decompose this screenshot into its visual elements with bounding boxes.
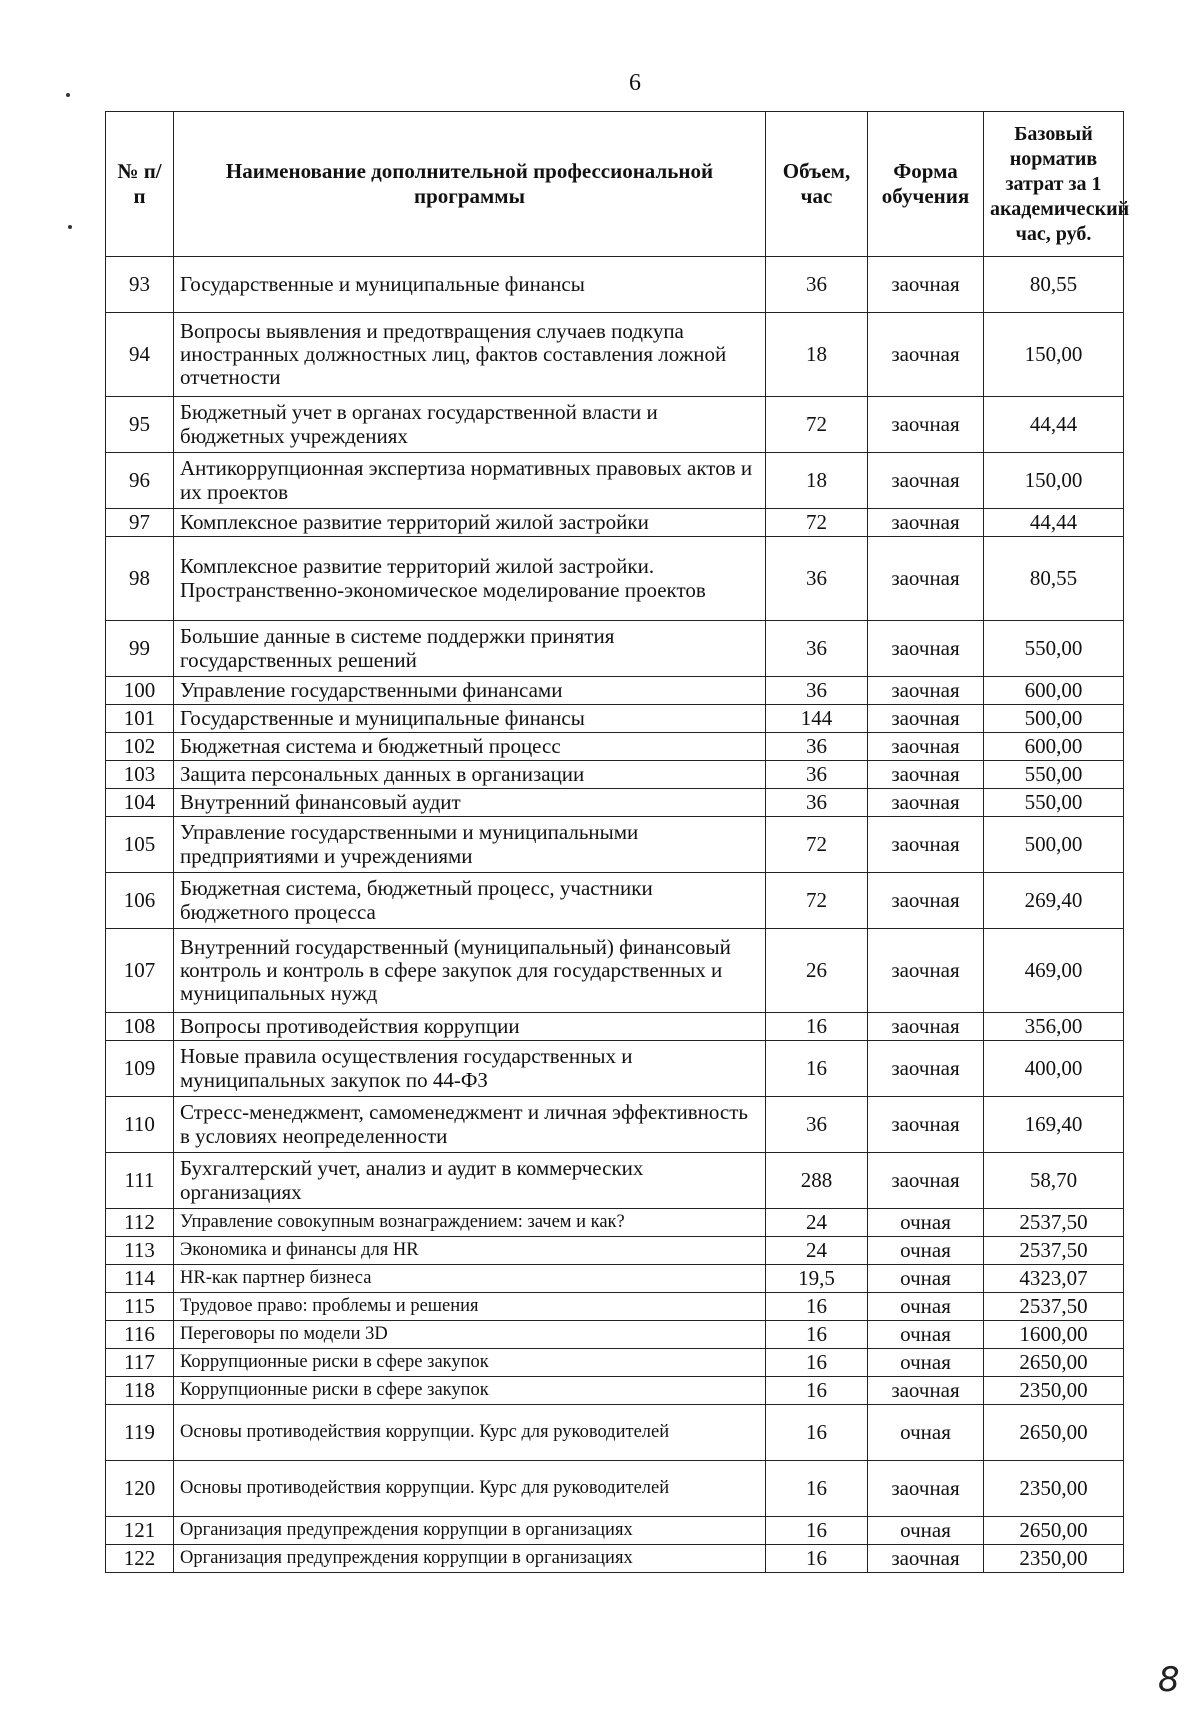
cell-norm: 2350,00 bbox=[984, 1545, 1124, 1573]
cell-form: заочная bbox=[868, 817, 984, 873]
cell-hours: 288 bbox=[766, 1153, 868, 1209]
cell-hours: 16 bbox=[766, 1349, 868, 1377]
header-form: Форма обучения bbox=[868, 112, 984, 257]
table-row bbox=[106, 1153, 1124, 1209]
scan-speck bbox=[68, 225, 72, 229]
table-row bbox=[106, 761, 1124, 789]
cell-norm: 2537,50 bbox=[984, 1293, 1124, 1321]
cell-num: 114 bbox=[106, 1265, 174, 1293]
cell-name: Бюджетная система, бюджетный процесс, участники бюджетного процесса bbox=[174, 873, 766, 929]
cell-num: 109 bbox=[106, 1041, 174, 1097]
table-row bbox=[106, 509, 1124, 537]
cell-num: 96 bbox=[106, 453, 174, 509]
table-row bbox=[106, 1405, 1124, 1461]
cell-name: Организация предупреждения коррупции в организациях bbox=[174, 1517, 766, 1545]
cell-name: Государственные и муниципальные финансы bbox=[174, 705, 766, 733]
header-hours: Объем, час bbox=[766, 112, 868, 257]
cell-num: 115 bbox=[106, 1293, 174, 1321]
cell-name: Вопросы выявления и предотвращения случаев подкупа иностранных должностных лиц, фактов составления ложной отчетности bbox=[174, 313, 766, 397]
cell-num: 108 bbox=[106, 1013, 174, 1041]
cell-form: заочная bbox=[868, 873, 984, 929]
cell-hours: 24 bbox=[766, 1209, 868, 1237]
cell-num: 120 bbox=[106, 1461, 174, 1517]
cell-name: Государственные и муниципальные финансы bbox=[174, 257, 766, 313]
cell-name: Коррупционные риски в сфере закупок bbox=[174, 1377, 766, 1405]
cell-norm: 356,00 bbox=[984, 1013, 1124, 1041]
cell-form: заочная bbox=[868, 789, 984, 817]
cell-name: Комплексное развитие территорий жилой застройки bbox=[174, 509, 766, 537]
page-number: 6 bbox=[629, 70, 641, 96]
cell-num: 112 bbox=[106, 1209, 174, 1237]
cell-name: Коррупционные риски в сфере закупок bbox=[174, 1349, 766, 1377]
cell-num: 113 bbox=[106, 1237, 174, 1265]
table-row bbox=[106, 1321, 1124, 1349]
table-header-row bbox=[106, 112, 1124, 257]
table-row bbox=[106, 817, 1124, 873]
cell-name: Стресс-менеджмент, самоменеджмент и личная эффективность в условиях неопределенности bbox=[174, 1097, 766, 1153]
table-row bbox=[106, 621, 1124, 677]
cell-num: 93 bbox=[106, 257, 174, 313]
cell-form: заочная bbox=[868, 257, 984, 313]
cell-form: заочная bbox=[868, 397, 984, 453]
cell-norm: 150,00 bbox=[984, 313, 1124, 397]
cell-name: Переговоры по модели 3D bbox=[174, 1321, 766, 1349]
cell-norm: 169,40 bbox=[984, 1097, 1124, 1153]
table-row bbox=[106, 1237, 1124, 1265]
cell-name: Основы противодействия коррупции. Курс для руководителей bbox=[174, 1405, 766, 1461]
table-row bbox=[106, 789, 1124, 817]
cell-norm: 2537,50 bbox=[984, 1237, 1124, 1265]
cell-form: заочная bbox=[868, 929, 984, 1013]
cell-hours: 24 bbox=[766, 1237, 868, 1265]
header-num: № п/п bbox=[106, 112, 174, 257]
table-row bbox=[106, 705, 1124, 733]
table-row bbox=[106, 1461, 1124, 1517]
cell-norm: 58,70 bbox=[984, 1153, 1124, 1209]
cell-hours: 26 bbox=[766, 929, 868, 1013]
cell-form: очная bbox=[868, 1349, 984, 1377]
cell-form: заочная bbox=[868, 1461, 984, 1517]
table-row bbox=[106, 1377, 1124, 1405]
cell-form: очная bbox=[868, 1405, 984, 1461]
table-row bbox=[106, 453, 1124, 509]
programs-table bbox=[105, 111, 1130, 1573]
cell-num: 97 bbox=[106, 509, 174, 537]
cell-hours: 16 bbox=[766, 1377, 868, 1405]
cell-norm: 2350,00 bbox=[984, 1461, 1124, 1517]
cell-form: очная bbox=[868, 1265, 984, 1293]
cell-form: заочная bbox=[868, 1545, 984, 1573]
cell-form: заочная bbox=[868, 1013, 984, 1041]
cell-hours: 19,5 bbox=[766, 1265, 868, 1293]
table-row bbox=[106, 677, 1124, 705]
header-norm: Базовый норматив затрат за 1 академический час, руб. bbox=[984, 112, 1124, 257]
cell-norm: 550,00 bbox=[984, 761, 1124, 789]
table-row bbox=[106, 929, 1124, 1013]
cell-num: 117 bbox=[106, 1349, 174, 1377]
table-row bbox=[106, 873, 1124, 929]
table-row bbox=[106, 1265, 1124, 1293]
cell-name: Антикоррупционная экспертиза нормативных правовых актов и их проектов bbox=[174, 453, 766, 509]
cell-num: 122 bbox=[106, 1545, 174, 1573]
cell-form: заочная bbox=[868, 1377, 984, 1405]
cell-num: 98 bbox=[106, 537, 174, 621]
cell-hours: 36 bbox=[766, 761, 868, 789]
cell-hours: 36 bbox=[766, 789, 868, 817]
cell-name: Управление совокупным вознаграждением: зачем и как? bbox=[174, 1209, 766, 1237]
table-row bbox=[106, 537, 1124, 621]
cell-norm: 550,00 bbox=[984, 789, 1124, 817]
cell-name: Бюджетная система и бюджетный процесс bbox=[174, 733, 766, 761]
cell-norm: 2537,50 bbox=[984, 1209, 1124, 1237]
cell-form: заочная bbox=[868, 509, 984, 537]
cell-name: Защита персональных данных в организации bbox=[174, 761, 766, 789]
table-row bbox=[106, 1013, 1124, 1041]
cell-form: очная bbox=[868, 1321, 984, 1349]
cell-norm: 400,00 bbox=[984, 1041, 1124, 1097]
cell-num: 105 bbox=[106, 817, 174, 873]
cell-form: заочная bbox=[868, 537, 984, 621]
cell-name: Комплексное развитие территорий жилой застройки. Пространственно-экономическое моделирование проектов bbox=[174, 537, 766, 621]
cell-name: Организация предупреждения коррупции в организациях bbox=[174, 1545, 766, 1573]
cell-hours: 16 bbox=[766, 1013, 868, 1041]
cell-norm: 2650,00 bbox=[984, 1405, 1124, 1461]
cell-name: Управление государственными и муниципальными предприятиями и учреждениями bbox=[174, 817, 766, 873]
cell-hours: 72 bbox=[766, 817, 868, 873]
cell-form: заочная bbox=[868, 733, 984, 761]
cell-form: заочная bbox=[868, 1041, 984, 1097]
cell-num: 103 bbox=[106, 761, 174, 789]
cell-num: 102 bbox=[106, 733, 174, 761]
cell-form: заочная bbox=[868, 1097, 984, 1153]
cell-form: очная bbox=[868, 1293, 984, 1321]
cell-hours: 72 bbox=[766, 397, 868, 453]
cell-norm: 469,00 bbox=[984, 929, 1124, 1013]
cell-num: 95 bbox=[106, 397, 174, 453]
cell-num: 121 bbox=[106, 1517, 174, 1545]
cell-num: 111 bbox=[106, 1153, 174, 1209]
cell-num: 116 bbox=[106, 1321, 174, 1349]
cell-hours: 16 bbox=[766, 1545, 868, 1573]
header-name: Наименование дополнительной профессиональной программы bbox=[174, 112, 766, 257]
cell-name: Управление государственными финансами bbox=[174, 677, 766, 705]
table-row bbox=[106, 1097, 1124, 1153]
cell-num: 106 bbox=[106, 873, 174, 929]
cell-norm: 150,00 bbox=[984, 453, 1124, 509]
cell-norm: 80,55 bbox=[984, 537, 1124, 621]
cell-num: 94 bbox=[106, 313, 174, 397]
cell-form: заочная bbox=[868, 1153, 984, 1209]
table-row bbox=[106, 1349, 1124, 1377]
cell-norm: 44,44 bbox=[984, 509, 1124, 537]
table-row bbox=[106, 1545, 1124, 1573]
cell-hours: 18 bbox=[766, 313, 868, 397]
cell-norm: 2650,00 bbox=[984, 1349, 1124, 1377]
cell-hours: 16 bbox=[766, 1293, 868, 1321]
cell-name: Трудовое право: проблемы и решения bbox=[174, 1293, 766, 1321]
cell-norm: 600,00 bbox=[984, 733, 1124, 761]
table-row bbox=[106, 397, 1124, 453]
handwritten-sheet-number: 8 bbox=[1158, 1660, 1180, 1700]
cell-hours: 16 bbox=[766, 1041, 868, 1097]
cell-norm: 500,00 bbox=[984, 817, 1124, 873]
cell-name: Новые правила осуществления государственных и муниципальных закупок по 44-ФЗ bbox=[174, 1041, 766, 1097]
cell-norm: 2350,00 bbox=[984, 1377, 1124, 1405]
cell-name: Основы противодействия коррупции. Курс для руководителей bbox=[174, 1461, 766, 1517]
cell-form: заочная bbox=[868, 677, 984, 705]
cell-hours: 36 bbox=[766, 537, 868, 621]
cell-num: 100 bbox=[106, 677, 174, 705]
table-row bbox=[106, 257, 1124, 313]
cell-form: очная bbox=[868, 1209, 984, 1237]
table-row bbox=[106, 1209, 1124, 1237]
cell-num: 119 bbox=[106, 1405, 174, 1461]
cell-hours: 36 bbox=[766, 1097, 868, 1153]
table-body bbox=[106, 257, 1124, 1573]
cell-hours: 36 bbox=[766, 257, 868, 313]
cell-num: 104 bbox=[106, 789, 174, 817]
cell-hours: 16 bbox=[766, 1517, 868, 1545]
cell-name: Внутренний финансовый аудит bbox=[174, 789, 766, 817]
table-row bbox=[106, 733, 1124, 761]
cell-name: Большие данные в системе поддержки принятия государственных решений bbox=[174, 621, 766, 677]
cell-hours: 36 bbox=[766, 733, 868, 761]
cell-norm: 80,55 bbox=[984, 257, 1124, 313]
cell-num: 101 bbox=[106, 705, 174, 733]
table-row bbox=[106, 1041, 1124, 1097]
cell-norm: 4323,07 bbox=[984, 1265, 1124, 1293]
cell-form: очная bbox=[868, 1517, 984, 1545]
cell-norm: 500,00 bbox=[984, 705, 1124, 733]
cell-hours: 36 bbox=[766, 621, 868, 677]
cell-form: заочная bbox=[868, 453, 984, 509]
cell-hours: 18 bbox=[766, 453, 868, 509]
cell-norm: 1600,00 bbox=[984, 1321, 1124, 1349]
cell-form: заочная bbox=[868, 621, 984, 677]
cell-name: Вопросы противодействия коррупции bbox=[174, 1013, 766, 1041]
cell-name: HR-как партнер бизнеса bbox=[174, 1265, 766, 1293]
table-row bbox=[106, 1517, 1124, 1545]
table-row bbox=[106, 1293, 1124, 1321]
cell-name: Экономика и финансы для HR bbox=[174, 1237, 766, 1265]
cell-hours: 36 bbox=[766, 677, 868, 705]
cell-hours: 16 bbox=[766, 1461, 868, 1517]
cell-hours: 72 bbox=[766, 509, 868, 537]
cell-norm: 600,00 bbox=[984, 677, 1124, 705]
cell-num: 99 bbox=[106, 621, 174, 677]
cell-norm: 2650,00 bbox=[984, 1517, 1124, 1545]
cell-form: заочная bbox=[868, 313, 984, 397]
cell-form: очная bbox=[868, 1237, 984, 1265]
cell-name: Бюджетный учет в органах государственной власти и бюджетных учреждениях bbox=[174, 397, 766, 453]
cell-norm: 269,40 bbox=[984, 873, 1124, 929]
cell-name: Внутренний государственный (муниципальный) финансовый контроль и контроль в сфере закупок для государственных и муниципальных нужд bbox=[174, 929, 766, 1013]
cell-form: заочная bbox=[868, 705, 984, 733]
cell-hours: 144 bbox=[766, 705, 868, 733]
cell-name: Бухгалтерский учет, анализ и аудит в коммерческих организациях bbox=[174, 1153, 766, 1209]
cell-num: 107 bbox=[106, 929, 174, 1013]
cell-norm: 550,00 bbox=[984, 621, 1124, 677]
table-row bbox=[106, 313, 1124, 397]
cell-hours: 16 bbox=[766, 1321, 868, 1349]
cell-num: 118 bbox=[106, 1377, 174, 1405]
cell-hours: 16 bbox=[766, 1405, 868, 1461]
scan-speck bbox=[66, 93, 70, 97]
cell-num: 110 bbox=[106, 1097, 174, 1153]
cell-form: заочная bbox=[868, 761, 984, 789]
cell-hours: 72 bbox=[766, 873, 868, 929]
cell-norm: 44,44 bbox=[984, 397, 1124, 453]
